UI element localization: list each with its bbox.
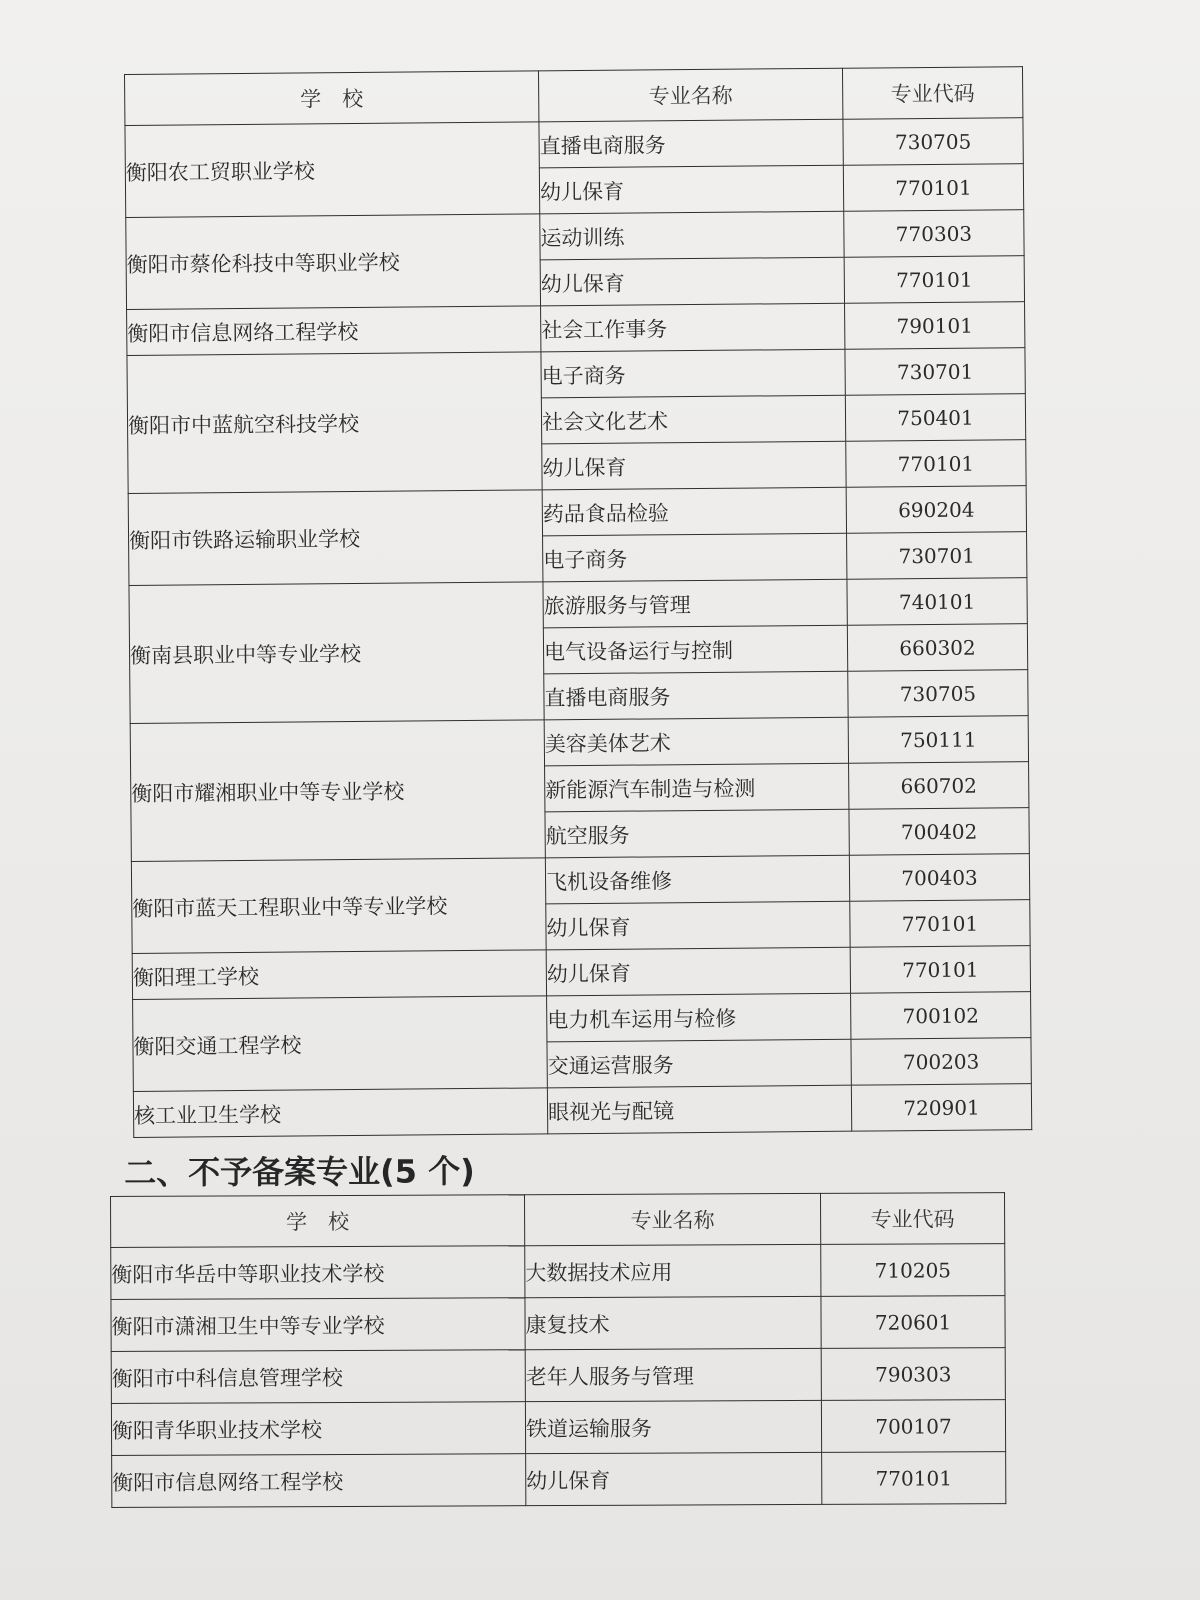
major-code-cell: 750401	[845, 394, 1025, 442]
table-row	[131, 854, 1029, 908]
major-name-cell: 幼儿保育	[526, 1452, 822, 1505]
table-row	[128, 486, 1026, 540]
table-header-row	[111, 1193, 1005, 1248]
table-row	[133, 992, 1031, 1046]
table-row	[130, 716, 1028, 770]
major-code-cell: 730701	[847, 532, 1027, 580]
school-name-cell: 衡阳市华岳中等职业技术学校	[111, 1246, 525, 1300]
major-name-cell: 航空服务	[545, 809, 849, 858]
major-name-cell: 电力机车运用与检修	[547, 993, 851, 1042]
school-name-cell: 衡阳农工贸职业学校	[125, 122, 540, 218]
approved-majors-table	[124, 66, 1032, 1138]
table-header-row	[125, 67, 1023, 126]
major-code-cell: 700102	[851, 992, 1031, 1040]
major-name-cell: 幼儿保育	[540, 257, 844, 306]
major-name-cell: 交通运营服务	[547, 1039, 851, 1088]
header-major-name: 专业名称	[538, 68, 842, 122]
table-row	[112, 1452, 1006, 1508]
major-name-cell: 直播电商服务	[544, 671, 848, 720]
major-name-cell: 运动训练	[540, 211, 844, 260]
major-code-cell: 700402	[849, 808, 1029, 856]
major-code-cell: 770101	[822, 1452, 1006, 1505]
major-code-cell: 770101	[846, 440, 1026, 488]
major-name-cell: 电子商务	[541, 349, 845, 398]
major-code-cell: 770101	[850, 946, 1030, 994]
section-heading-not-approved: 二、不予备案专业(5 个)	[124, 1152, 475, 1192]
major-name-cell: 幼儿保育	[546, 901, 850, 950]
table-row	[111, 1348, 1005, 1404]
header-school: 学 校	[111, 1195, 525, 1248]
major-code-cell: 750111	[848, 716, 1028, 764]
major-name-cell: 社会工作事务	[541, 303, 845, 352]
table-row	[132, 946, 1030, 1000]
table-row	[125, 118, 1023, 172]
major-code-cell: 730705	[848, 670, 1028, 718]
school-name-cell: 衡南县职业中等专业学校	[129, 582, 544, 724]
major-name-cell: 新能源汽车制造与检测	[545, 763, 849, 812]
major-name-cell: 电子商务	[543, 533, 847, 582]
header-major-name: 专业名称	[524, 1193, 820, 1245]
major-name-cell: 电气设备运行与控制	[543, 625, 847, 674]
major-code-cell: 740101	[847, 578, 1027, 626]
major-code-cell: 660702	[849, 762, 1029, 810]
major-code-cell: 770101	[850, 900, 1030, 948]
table-row	[129, 578, 1027, 632]
header-school: 学 校	[125, 71, 539, 126]
approved-majors-body	[125, 118, 1032, 1138]
major-name-cell: 幼儿保育	[542, 441, 846, 490]
major-code-cell: 770101	[843, 164, 1023, 212]
major-name-cell: 眼视光与配镜	[547, 1085, 851, 1134]
school-name-cell: 衡阳市潇湘卫生中等专业学校	[111, 1298, 525, 1352]
major-code-cell: 730705	[843, 118, 1023, 166]
table-row	[127, 302, 1025, 356]
major-name-cell: 大数据技术应用	[525, 1244, 821, 1297]
major-code-cell: 690204	[846, 486, 1026, 534]
school-name-cell: 核工业卫生学校	[133, 1088, 547, 1138]
major-name-cell: 社会文化艺术	[541, 395, 845, 444]
major-name-cell: 幼儿保育	[546, 947, 850, 996]
major-name-cell: 旅游服务与管理	[543, 579, 847, 628]
table-row	[111, 1244, 1005, 1300]
major-name-cell: 药品食品检验	[542, 487, 846, 536]
rejected-majors-body	[111, 1244, 1006, 1508]
school-name-cell: 衡阳交通工程学校	[133, 996, 548, 1092]
school-name-cell: 衡阳青华职业技术学校	[111, 1402, 525, 1456]
major-code-cell: 730701	[845, 348, 1025, 396]
major-code-cell: 660302	[847, 624, 1027, 672]
major-code-cell: 720601	[821, 1296, 1005, 1349]
major-name-cell: 幼儿保育	[539, 165, 843, 214]
major-code-cell: 720901	[851, 1084, 1031, 1132]
major-code-cell: 700203	[851, 1038, 1031, 1086]
header-major-code: 专业代码	[820, 1193, 1004, 1245]
major-code-cell: 710205	[821, 1244, 1005, 1297]
table-row	[126, 210, 1024, 264]
school-name-cell: 衡阳市耀湘职业中等专业学校	[130, 720, 545, 862]
school-name-cell: 衡阳市铁路运输职业学校	[128, 490, 543, 586]
table-row	[133, 1084, 1031, 1138]
major-code-cell: 790303	[821, 1348, 1005, 1401]
major-code-cell: 770101	[844, 256, 1024, 304]
major-code-cell: 790101	[845, 302, 1025, 350]
table-row	[111, 1400, 1005, 1456]
major-name-cell: 老年人服务与管理	[525, 1348, 821, 1401]
major-name-cell: 铁道运输服务	[525, 1400, 821, 1453]
table-row	[127, 348, 1025, 402]
rejected-majors-table	[110, 1192, 1006, 1508]
school-name-cell: 衡阳理工学校	[132, 950, 546, 1000]
school-name-cell: 衡阳市蔡伦科技中等职业学校	[126, 214, 541, 310]
major-name-cell: 康复技术	[525, 1296, 821, 1349]
major-code-cell: 770303	[844, 210, 1024, 258]
table-row	[111, 1296, 1005, 1352]
major-name-cell: 飞机设备维修	[545, 855, 849, 904]
major-code-cell: 700403	[849, 854, 1029, 902]
school-name-cell: 衡阳市信息网络工程学校	[112, 1454, 526, 1508]
school-name-cell: 衡阳市中科信息管理学校	[111, 1350, 525, 1404]
major-name-cell: 直播电商服务	[539, 119, 843, 168]
school-name-cell: 衡阳市信息网络工程学校	[127, 306, 541, 356]
major-name-cell: 美容美体艺术	[544, 717, 848, 766]
school-name-cell: 衡阳市中蓝航空科技学校	[127, 352, 542, 494]
header-major-code: 专业代码	[842, 67, 1022, 120]
school-name-cell: 衡阳市蓝天工程职业中等专业学校	[131, 858, 546, 954]
major-code-cell: 700107	[821, 1400, 1005, 1453]
